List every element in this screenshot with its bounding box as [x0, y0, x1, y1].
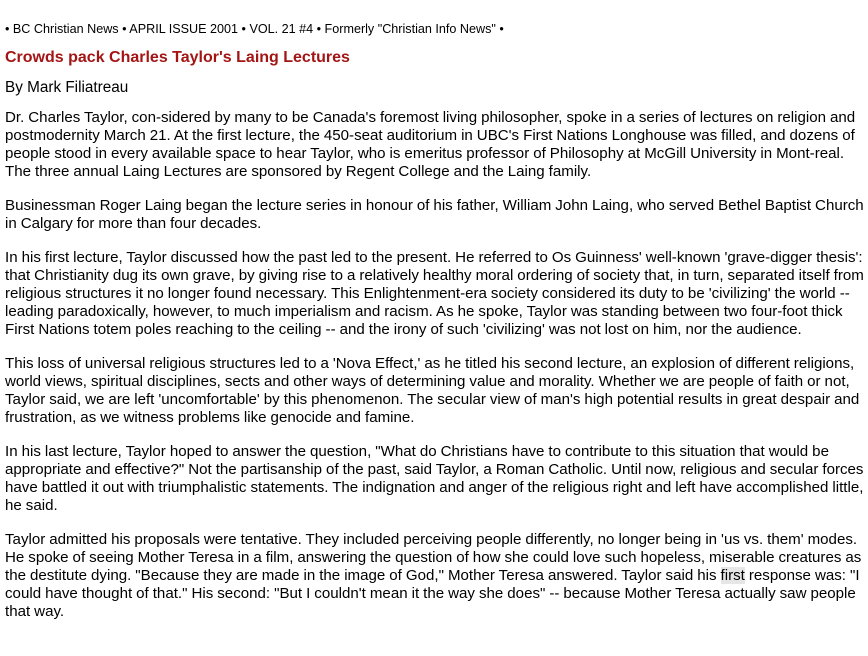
selected-text[interactable]: first — [720, 567, 745, 584]
byline: By Mark Filiatreau — [5, 79, 129, 96]
paragraph-1: Dr. Charles Taylor, con-sidered by many to be Canada's foremost living philosopher, spoke in a series of lectures on religion and postmodernity March 21. At the first lecture, the 450-seat auditorium in UBC's First Nations Longhouse was filled, and dozens of people stood in every available space to hear Taylor, who is emeritus professor of Philosophy at McGill University in Mont-real. The three annual Laing Lectures are sponsored by Regent College and the Laing family. — [5, 109, 856, 180]
masthead: • BC Christian News • APRIL ISSUE 2001 • VOL. 21 #4 • Formerly "Christian Info News" • — [5, 22, 504, 36]
paragraph-6-end: response was: "I could have thought of that." His second: "But I couldn't mean it the way she does" -- because Mother Teresa actually saw people that way. — [5, 567, 860, 620]
paragraph-5: In his last lecture, Taylor hoped to answer the question, "What do Christians have to contribute to this situation that would be appropriate and effective?" Not the partisanship of the past, said Taylor, a Roman Catholic. Until now, religious and secular forces have battled it out with triumphalistic statements. The indignation and anger of the religious right and left have accomplished little, he said. — [5, 443, 864, 514]
paragraph-4: This loss of universal religious structures led to a 'Nova Effect,' as he titled his second lecture, an explosion of different religions, world views, spiritual disciplines, sects and other ways of determining value and morality. Whether we are people of faith or not, Taylor said, we are left 'uncomfortable' by this phenomenon. The secular view of man's high potential results in great despair and frustration, as we witness problems like genocide and famine. — [5, 355, 860, 426]
paragraph-6-start: Taylor admitted his proposals were tentative. They included perceiving people differently, no longer being in 'us vs. them' modes. He spoke of seeing Mother Teresa in a film, answering the question of how she could love such hopeless, miserable creatures as the destitute dying. "Because they are made in the image of God," Mother Teresa answered. Taylor said his — [5, 531, 862, 584]
article-body — [5, 109, 868, 621]
paragraph-3: In his first lecture, Taylor discussed how the past led to the present. He referred to Os Guinness' well-known 'grave-digger thesis': that Christianity dug its own grave, by giving rise to a relatively healthy moral ordering of society that, in turn, separated itself from religious structures it no longer found necessary. This Enlightenment-era society considered its duty to be 'civilizing' the world -- leading paradoxically, however, to much imperialism and racism. As he spoke, Taylor was standing between two four-foot thick First Nations totem poles reaching to the ceiling -- and the irony of such 'civilizing' was not lost on him, nor the audience. — [5, 249, 864, 338]
paragraph-6 — [5, 531, 868, 621]
paragraph-2: Businessman Roger Laing began the lecture series in honour of his father, William John Laing, who served Bethel Baptist Church in Calgary for more than four decades. — [5, 197, 864, 232]
article-title: Crowds pack Charles Taylor's Laing Lectures — [5, 49, 350, 66]
